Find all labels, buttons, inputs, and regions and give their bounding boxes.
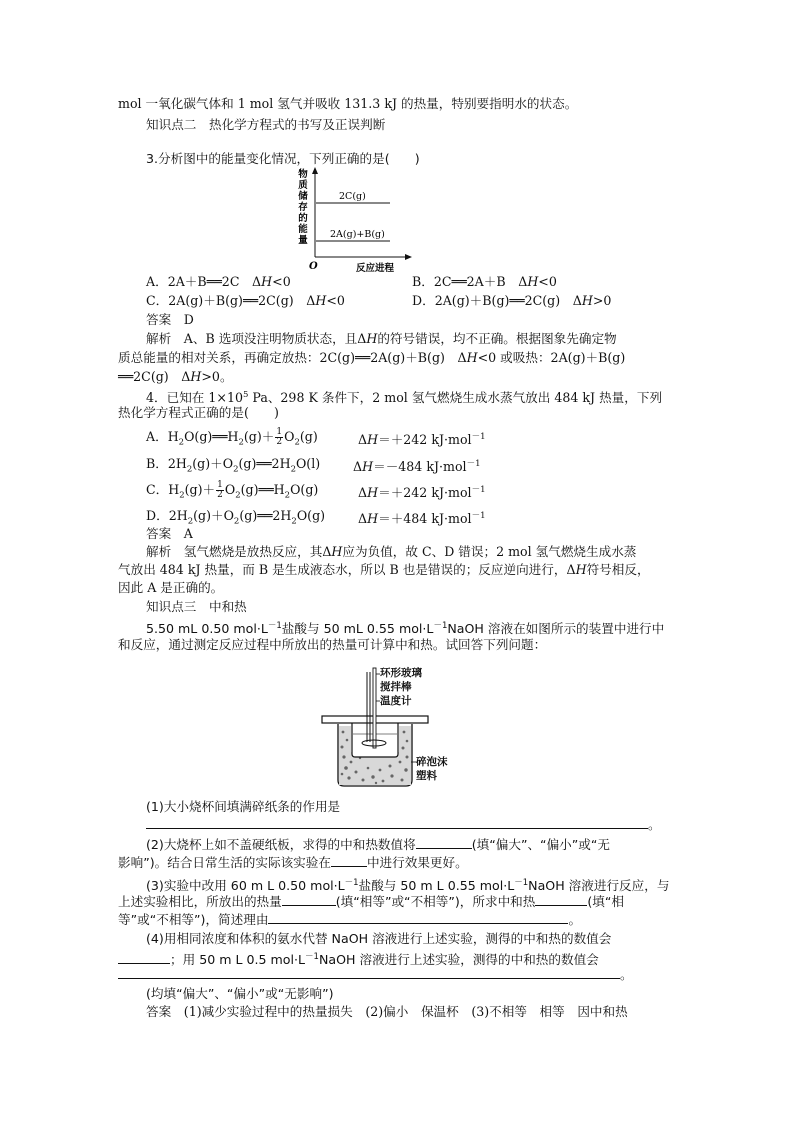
section-heading-3: 知识点三 中和热: [146, 599, 247, 614]
q4-answer: 答案 A: [146, 526, 193, 541]
q5-sub-3-line-2: 上述实验相比，所放出的热量 (填“相等”或“不相等”)，所求中和热 (填“相: [118, 894, 625, 909]
q3-answer: 答案 D: [146, 312, 194, 327]
q5-answer: 答案 (1)减少实验过程中的热量损失 (2)偏小 保温杯 (3)不相等 相等 因中和热: [146, 1004, 628, 1019]
energy-level-upper-label: 2C(g): [339, 191, 366, 202]
q5-sub-4-line-2: ；用 50 m L 0.5 $mol\cdot L^{-1}NaOH$ 溶液进行上述实验，测得的中和热的数值会: [118, 948, 599, 969]
q4-explanation-1: 解析 氢气燃烧是放热反应，其ΔH应为负值，故 C、D 错误；2 mol 氢气燃烧生成水蒸: [146, 544, 637, 559]
foam-side-right: [399, 726, 411, 753]
y-axis-char: 能: [298, 224, 308, 235]
q4-option-b-dh: ΔH＝－484 kJ·mol$^{-1}$: [353, 459, 481, 475]
q4-option-c-dh: ΔH＝＋242 kJ·mol$^{-1}$: [358, 485, 486, 501]
answer-blank[interactable]: [118, 966, 620, 979]
section-heading-2: 知识点二 热化学方程式的书写及正误判断: [146, 117, 386, 132]
answer-blank[interactable]: [282, 893, 336, 906]
q4-option-a: A．$H_2O(g)══H_2(g)+$ $\frac{1}{2}$ $O_2(g)$: [146, 427, 318, 448]
answer-blank[interactable]: [268, 911, 568, 924]
q4-stem-2: 热化学方程式正确的是( ): [118, 405, 279, 420]
q5-stem-1: 5.50 mL 0.50 $mol\cdot L^{-1}$盐酸与 50 mL 0.55 $mol\cdot L^{-1}NaOH$ 溶液在如图所示的装置中进行中: [146, 621, 665, 637]
q5-sub-1: (1)大小烧杯间填满碎纸条的作用是: [146, 799, 341, 814]
q5-sub-2-line-2: 影响”)。结合日常生活的实际该实验在 中进行效果更好。: [118, 855, 468, 870]
q5-sub-1-blank-line: 。: [146, 816, 661, 834]
q4-option-b: B．$2H_2(g)+O_2(g)══2H_2O(l)$: [146, 456, 321, 475]
fraction-half: $\frac{1}{2}$: [276, 427, 283, 447]
q4-option-c: C．$H_2(g)+$ $\frac{1}{2}$ $O_2(g)══H_2O(g)$: [146, 480, 319, 501]
origin-label: O: [309, 261, 318, 272]
energy-level-lower-label: 2A(g)+B(g): [330, 229, 385, 240]
fig-label-stirrer-1: 环形玻璃: [380, 667, 422, 679]
q3-explanation-3: ══2C(g) ΔH>0。: [118, 369, 233, 384]
energy-diagram: [290, 165, 430, 275]
q5-sub-3-line-1: (3)实验中改用 60 m L 0.50 $mol\cdot L^{-1}$盐酸与 50 m L 0.55 $mol\cdot L^{-1}NaOH$ 溶液进行反应，与: [146, 878, 670, 894]
q3-option-c: C．2A(g)＋B(g)══2C(g) ΔH<0: [146, 293, 345, 308]
thermometer: [373, 668, 376, 748]
q5-sub-4-line-1: (4)用相同浓度和体积的氨水代替 NaOH 溶液进行上述实验，测得的中和热的数值会: [146, 931, 612, 946]
q4-option-a-dh: ΔH＝＋242 kJ·mol$^{-1}$: [358, 432, 486, 448]
answer-blank[interactable]: [146, 816, 648, 829]
q4-option-d-dh: ΔH＝＋484 kJ·mol$^{-1}$: [358, 511, 486, 527]
q5-stem-2: 和反应，通过测定反应过程中所放出的热量可计算中和热。试回答下列问题：: [118, 637, 547, 652]
y-axis-char: 的: [298, 213, 308, 224]
fig-label-stirrer-2: 搅拌棒: [380, 681, 412, 693]
q3-explanation-2: 质总能量的相对关系，再确定放热：2C(g)══2A(g)＋B(g) ΔH<0 或吸热：2A(g)＋B(g): [118, 350, 626, 365]
answer-blank[interactable]: [416, 836, 472, 849]
q3-option-d: D．2A(g)＋B(g)══2C(g) ΔH>0: [412, 293, 612, 308]
fraction-half: $\frac{1}{2}$: [217, 480, 223, 500]
fig-label-foam-2: 塑料: [416, 770, 437, 782]
q4-option-d: D．$2H_2(g)+O_2(g)══2H_2O(g)$: [146, 508, 326, 527]
y-axis-arrow: [312, 167, 318, 174]
foam-side-left: [339, 726, 351, 753]
q3-option-a: A．2A＋B══2C ΔH<0: [146, 274, 291, 289]
y-axis-char: 量: [298, 235, 308, 246]
x-axis-arrow: [405, 254, 412, 260]
fig-label-thermometer: 温度计: [380, 695, 412, 707]
q5-sub-3-line-3: 等”或“不相等”)，简述理由 。: [118, 912, 582, 927]
question-3-stem: 3.分析图中的能量变化情况，下列正确的是( ): [146, 151, 420, 166]
x-axis-label: 反应进程: [356, 263, 395, 274]
q4-explanation-2: 气放出 484 kJ 热量，而 B 是生成液态水，所以 B 也是错误的；反应逆向进行，ΔH符号相反，: [118, 562, 650, 577]
y-axis-char: 质: [298, 180, 308, 191]
intro-line: mol 一氧化碳气体和 1 mol 氢气并吸收 131.3 kJ 的热量，特别要指明水的状态。: [118, 96, 578, 111]
answer-blank[interactable]: [331, 854, 367, 867]
q5-sub-4-note: (均填“偏大”、“偏小”或“无影响”): [146, 986, 334, 1001]
y-axis-char: 储: [298, 191, 308, 202]
y-axis-char: 物: [298, 169, 308, 180]
q4-stem-1: 4．已知在 $1\times 10^5$ Pa、298 K 条件下，2 mol 氢气燃烧生成水蒸气放出 484 kJ 热量，下列: [146, 390, 663, 406]
q5-sub-4-blank-line: 。: [118, 966, 633, 984]
answer-blank[interactable]: [118, 951, 170, 964]
q3-option-b: B．2C══2A＋B ΔH<0: [412, 274, 557, 289]
q4-explanation-3: 因此 A 是正确的。: [118, 580, 224, 595]
q5-sub-2-line-1: (2)大烧杯上如不盖硬纸板，求得的中和热数值将 (填“偏大”、“偏小”或“无: [146, 837, 611, 852]
fig-label-foam-1: 碎泡沫: [416, 756, 448, 768]
answer-blank[interactable]: [535, 893, 587, 906]
y-axis-label: [298, 168, 308, 246]
q3-explanation-1: 解析 A、B 选项没注明物质状态，且ΔH的符号错误，均不正确。根据图象先确定物: [146, 331, 617, 346]
y-axis-char: 存: [298, 202, 308, 213]
